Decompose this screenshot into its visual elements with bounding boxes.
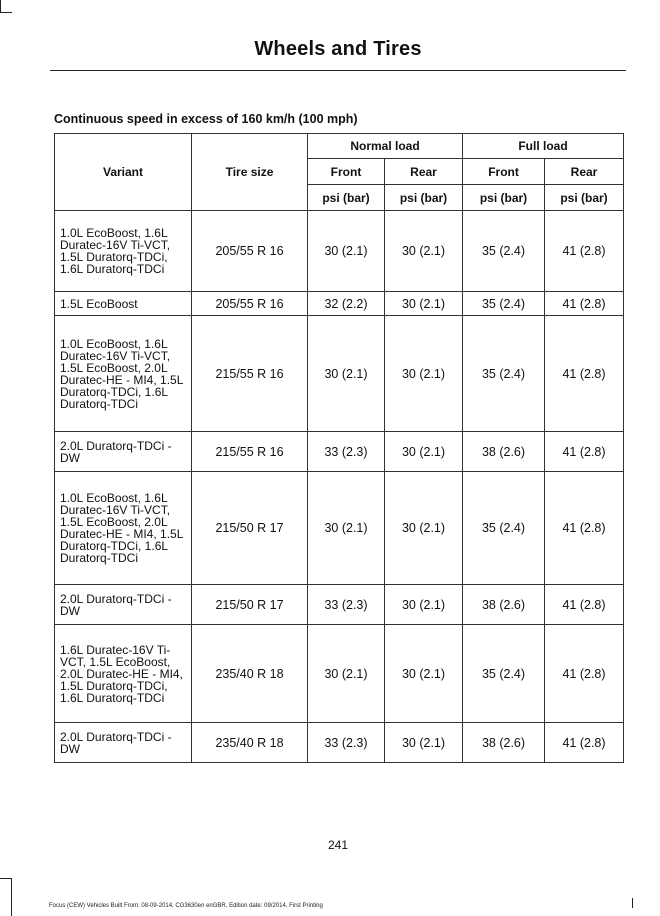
full-front-cell: 38 (2.6) — [463, 723, 545, 763]
title-divider — [50, 70, 626, 71]
variant-cell: 1.5L EcoBoost — [55, 292, 192, 316]
normal-front-cell: 33 (2.3) — [308, 432, 385, 472]
normal-front-cell: 30 (2.1) — [308, 211, 385, 292]
normal-rear-cell: 30 (2.1) — [385, 472, 463, 585]
full-front-cell: 35 (2.4) — [463, 316, 545, 432]
tire-size-cell: 215/50 R 17 — [192, 585, 308, 625]
variant-cell: 1.0L EcoBoost, 1.6L Duratec-16V Ti-VCT, 1.5L Duratorq-TDCi, 1.6L Duratorq-TDCi — [55, 211, 192, 292]
header-tire-size: Tire size — [192, 134, 308, 211]
full-front-cell: 35 (2.4) — [463, 211, 545, 292]
normal-rear-cell: 30 (2.1) — [385, 585, 463, 625]
header-normal-rear: Rear — [385, 159, 463, 185]
section-heading: Continuous speed in excess of 160 km/h (100 mph) — [54, 112, 358, 126]
crop-mark-bottom-right — [632, 898, 633, 908]
header-unit: psi (bar) — [385, 185, 463, 211]
full-rear-cell: 41 (2.8) — [545, 211, 624, 292]
tire-pressure-table — [54, 133, 624, 763]
header-unit: psi (bar) — [463, 185, 545, 211]
table-row — [55, 625, 624, 723]
table-row — [55, 211, 624, 292]
table-row — [55, 472, 624, 585]
tire-size-cell: 205/55 R 16 — [192, 292, 308, 316]
full-rear-cell: 41 (2.8) — [545, 625, 624, 723]
tire-size-cell: 215/55 R 16 — [192, 316, 308, 432]
header-full-front: Front — [463, 159, 545, 185]
full-rear-cell: 41 (2.8) — [545, 472, 624, 585]
full-front-cell: 38 (2.6) — [463, 585, 545, 625]
tire-size-cell: 235/40 R 18 — [192, 723, 308, 763]
full-front-cell: 35 (2.4) — [463, 625, 545, 723]
page-title: Wheels and Tires — [254, 38, 422, 60]
header-unit: psi (bar) — [308, 185, 385, 211]
print-info: Focus (CEW) Vehicles Built From: 08-09-2014, CG3630en enGBR, Edition date: 09/2014, First Printing — [49, 903, 323, 909]
table-row — [55, 316, 624, 432]
normal-front-cell: 33 (2.3) — [308, 585, 385, 625]
normal-front-cell: 30 (2.1) — [308, 316, 385, 432]
normal-front-cell: 33 (2.3) — [308, 723, 385, 763]
normal-front-cell: 30 (2.1) — [308, 472, 385, 585]
full-rear-cell: 41 (2.8) — [545, 585, 624, 625]
full-rear-cell: 41 (2.8) — [545, 316, 624, 432]
variant-cell: 2.0L Duratorq-TDCi - DW — [55, 585, 192, 625]
variant-cell: 2.0L Duratorq-TDCi - DW — [55, 723, 192, 763]
normal-rear-cell: 30 (2.1) — [385, 211, 463, 292]
normal-front-cell: 32 (2.2) — [308, 292, 385, 316]
table-row — [55, 723, 624, 763]
full-rear-cell: 41 (2.8) — [545, 292, 624, 316]
tire-size-cell: 215/50 R 17 — [192, 472, 308, 585]
full-rear-cell: 41 (2.8) — [545, 723, 624, 763]
page-number: 241 — [327, 838, 349, 852]
table-row — [55, 432, 624, 472]
crop-mark-bottom-left — [11, 878, 12, 916]
full-front-cell: 35 (2.4) — [463, 292, 545, 316]
full-rear-cell: 41 (2.8) — [545, 432, 624, 472]
header-normal-front: Front — [308, 159, 385, 185]
variant-cell: 1.0L EcoBoost, 1.6L Duratec-16V Ti-VCT, 1.5L EcoBoost, 2.0L Duratec-HE - MI4, 1.5L Duratorq-TDCi, 1.6L Duratorq-TDCi — [55, 316, 192, 432]
normal-front-cell: 30 (2.1) — [308, 625, 385, 723]
variant-cell: 1.6L Duratec-16V Ti-VCT, 1.5L EcoBoost, 2.0L Duratec-HE - MI4, 1.5L Duratorq-TDCi, 1.6L Duratorq-TDCi — [55, 625, 192, 723]
crop-mark-top-left — [0, 0, 1, 12]
normal-rear-cell: 30 (2.1) — [385, 316, 463, 432]
tire-size-cell: 215/55 R 16 — [192, 432, 308, 472]
header-full-rear: Rear — [545, 159, 624, 185]
table-row — [55, 292, 624, 316]
normal-rear-cell: 30 (2.1) — [385, 625, 463, 723]
table-row — [55, 585, 624, 625]
tire-size-cell: 235/40 R 18 — [192, 625, 308, 723]
header-full-load: Full load — [463, 134, 624, 159]
normal-rear-cell: 30 (2.1) — [385, 723, 463, 763]
variant-cell: 2.0L Duratorq-TDCi - DW — [55, 432, 192, 472]
tire-size-cell: 205/55 R 16 — [192, 211, 308, 292]
header-variant: Variant — [55, 134, 192, 211]
normal-rear-cell: 30 (2.1) — [385, 432, 463, 472]
header-normal-load: Normal load — [308, 134, 463, 159]
full-front-cell: 35 (2.4) — [463, 472, 545, 585]
variant-cell: 1.0L EcoBoost, 1.6L Duratec-16V Ti-VCT, 1.5L EcoBoost, 2.0L Duratec-HE - MI4, 1.5L Duratorq-TDCi, 1.6L Duratorq-TDCi — [55, 472, 192, 585]
full-front-cell: 38 (2.6) — [463, 432, 545, 472]
normal-rear-cell: 30 (2.1) — [385, 292, 463, 316]
crop-mark-top-left — [0, 12, 12, 13]
header-unit: psi (bar) — [545, 185, 624, 211]
